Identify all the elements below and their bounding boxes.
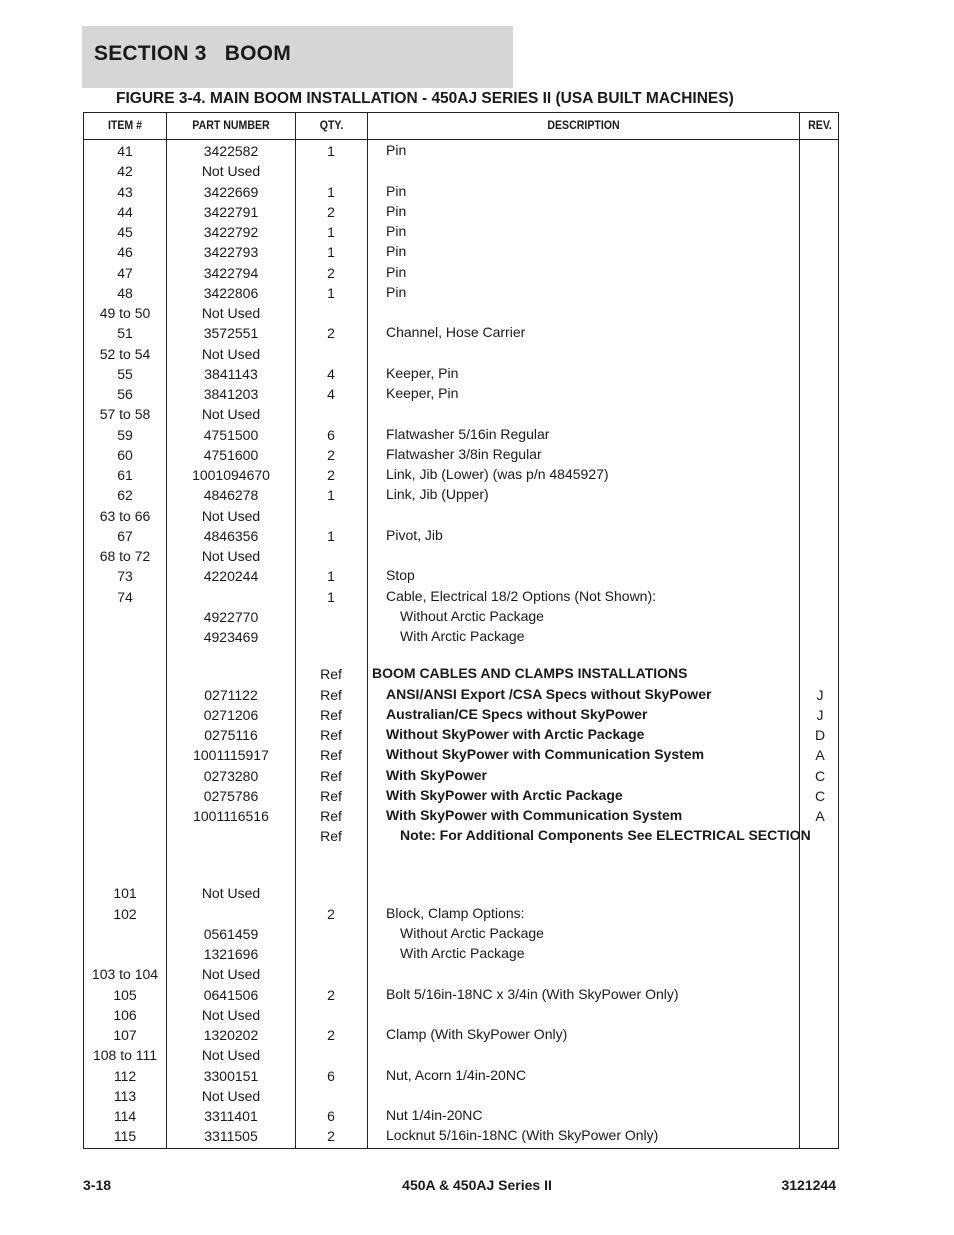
item-cell: 46 — [117, 244, 133, 261]
table-row — [84, 546, 838, 566]
part-number-cell: 3422793 — [203, 244, 259, 261]
qty-cell: 1 — [327, 487, 335, 504]
description-cell: BOOM CABLES AND CLAMPS INSTALLATIONS — [372, 665, 688, 682]
part-number-cell: 4751600 — [203, 446, 259, 463]
description-cell: Keeper, Pin — [386, 364, 459, 381]
table-row — [84, 705, 838, 725]
part-number-cell: 3300151 — [203, 1067, 259, 1084]
item-cell: 73 — [117, 568, 133, 585]
item-cell: 101 — [113, 885, 137, 902]
description-cell: Stop — [386, 567, 415, 584]
table-row — [84, 664, 838, 684]
part-number-cell: 1001094670 — [192, 467, 270, 483]
description-cell: Pin — [386, 263, 407, 280]
description-cell: Link, Jib (Upper) — [386, 486, 489, 503]
part-number-cell: 1321696 — [203, 946, 259, 962]
qty-cell: 1 — [327, 588, 335, 605]
item-cell: 51 — [117, 325, 133, 342]
table-row — [84, 566, 838, 586]
table-row — [84, 607, 838, 627]
qty-cell: 2 — [327, 1128, 335, 1145]
part-number-cell: 0275116 — [204, 727, 258, 743]
qty-cell: 2 — [327, 467, 335, 483]
qty-cell: Ref — [320, 727, 342, 743]
description-cell: Clamp (With SkyPower Only) — [386, 1026, 568, 1042]
part-number-cell: 3841203 — [203, 386, 259, 402]
item-cell: 41 — [117, 143, 133, 159]
footer-model: 450A & 450AJ Series II — [402, 1177, 552, 1193]
table-row — [84, 242, 838, 262]
description-cell: Nut 1/4in-20NC — [386, 1107, 483, 1123]
qty-cell: 2 — [327, 1027, 335, 1043]
description-cell: With SkyPower with Arctic Package — [386, 786, 623, 803]
table-body — [84, 141, 838, 1147]
qty-cell: 1 — [327, 143, 335, 159]
description-cell: Note: For Additional Components See ELECTRICAL SECTION — [400, 827, 811, 844]
item-cell: 48 — [117, 284, 133, 301]
table-row — [84, 1106, 838, 1126]
description-cell: Block, Clamp Options: — [386, 904, 525, 921]
part-number-cell: 4220244 — [203, 568, 259, 585]
table-row — [84, 506, 838, 526]
qty-cell: 2 — [327, 325, 335, 342]
part-number-cell: 1001115917 — [193, 747, 269, 764]
item-cell: 115 — [113, 1128, 137, 1145]
description-cell: Pin — [386, 182, 407, 199]
qty-cell: Ref — [320, 686, 342, 703]
description-cell: Pin — [386, 223, 407, 239]
part-number-cell: Not Used — [201, 507, 261, 524]
qty-cell: 2 — [327, 446, 335, 463]
description-cell: Flatwasher 3/8in Regular — [386, 445, 542, 462]
description-cell: Cable, Electrical 18/2 Options (Not Shown): — [386, 587, 657, 604]
part-number-cell: 3311505 — [204, 1128, 258, 1145]
table-row — [84, 161, 838, 181]
item-cell: 114 — [113, 1108, 137, 1124]
table-row — [84, 445, 838, 465]
part-number-cell: 3311401 — [204, 1108, 258, 1124]
part-number-cell: 0271122 — [204, 686, 258, 703]
table-row — [84, 141, 838, 161]
table-row — [84, 1025, 838, 1045]
item-cell: 44 — [117, 203, 133, 220]
table-row — [84, 725, 838, 745]
table-row — [84, 485, 838, 505]
table-row — [84, 985, 838, 1005]
qty-cell: 4 — [327, 386, 335, 402]
rev-cell: J — [816, 686, 824, 703]
item-cell: 107 — [113, 1027, 137, 1043]
table-row — [84, 826, 838, 866]
item-cell: 62 — [117, 487, 133, 504]
table-row — [84, 1045, 838, 1065]
description-cell: Australian/CE Specs without SkyPower — [386, 705, 648, 722]
item-cell: 106 — [113, 1006, 137, 1023]
description-cell: With SkyPower — [386, 766, 488, 783]
description-cell: Pin — [386, 243, 407, 260]
item-cell: 47 — [117, 264, 133, 281]
item-cell: 56 — [117, 386, 133, 402]
table-row — [84, 745, 838, 765]
table-row — [84, 202, 838, 222]
table-row — [84, 283, 838, 303]
table-row — [84, 465, 838, 485]
table-row — [84, 222, 838, 242]
table-row — [84, 303, 838, 323]
qty-cell: Ref — [320, 808, 342, 824]
part-number-cell: 3422669 — [203, 183, 259, 200]
part-number-cell: 4922770 — [203, 608, 259, 625]
part-number-cell: 3422792 — [203, 224, 259, 240]
rev-cell: C — [814, 787, 826, 804]
part-number-cell: 3572551 — [203, 325, 259, 342]
part-number-cell: 3422794 — [203, 264, 259, 281]
part-number-cell: 1001116516 — [193, 808, 269, 824]
qty-cell: 1 — [327, 527, 335, 544]
item-cell: 108 to 111 — [92, 1047, 158, 1064]
part-number-cell: 0561459 — [203, 925, 259, 942]
qty-cell: 2 — [327, 264, 335, 281]
table-row — [84, 182, 838, 202]
description-cell: Flatwasher 5/16in Regular — [386, 425, 550, 442]
qty-cell: 1 — [327, 568, 335, 585]
description-cell: Channel, Hose Carrier — [386, 324, 526, 341]
qty-cell: 6 — [327, 1067, 335, 1084]
description-cell: Locknut 5/16in-18NC (With SkyPower Only) — [386, 1127, 659, 1144]
table-row — [84, 1066, 838, 1086]
table-row — [84, 587, 838, 607]
part-number-cell: Not Used — [201, 1006, 261, 1023]
part-number-cell: Not Used — [201, 305, 261, 321]
part-number-cell: 3422582 — [203, 143, 259, 159]
table-row — [84, 627, 838, 647]
qty-cell: Ref — [320, 787, 342, 804]
part-number-cell: Not Used — [201, 966, 261, 983]
qty-cell: 2 — [327, 905, 335, 922]
table-spacer — [84, 647, 838, 664]
description-cell: Nut, Acorn 1/4in-20NC — [386, 1066, 527, 1083]
section-banner — [82, 26, 513, 88]
header-divider — [84, 139, 838, 140]
item-cell: 112 — [113, 1067, 137, 1084]
description-cell: Pin — [386, 202, 407, 219]
item-cell: 59 — [117, 426, 133, 443]
table-row — [84, 364, 838, 384]
qty-cell: 2 — [327, 203, 335, 220]
description-cell: Link, Jib (Lower) (was p/n 4845927) — [386, 466, 609, 482]
rev-cell: D — [814, 727, 826, 743]
part-number-cell: 3841143 — [204, 365, 258, 382]
item-cell: 63 to 66 — [99, 507, 151, 524]
footer-page-number: 3-18 — [83, 1177, 112, 1193]
header-rev: REV. — [808, 120, 832, 132]
qty-cell: 4 — [327, 365, 335, 382]
part-number-cell: 4923469 — [203, 629, 259, 645]
table-row — [84, 384, 838, 404]
description-cell: Pivot, Jib — [386, 526, 443, 543]
description-cell: With Arctic Package — [400, 628, 525, 644]
item-cell: 57 to 58 — [99, 406, 151, 423]
item-cell: 74 — [117, 588, 133, 605]
item-cell: 103 to 104 — [91, 966, 159, 983]
table-row — [84, 526, 838, 546]
part-number-cell: Not Used — [201, 1087, 261, 1104]
part-number-cell: 0641506 — [203, 986, 259, 1003]
table-spacer — [84, 866, 838, 883]
table-row — [84, 786, 838, 806]
part-number-cell: 4751500 — [203, 426, 259, 443]
part-number-cell: Not Used — [201, 345, 261, 362]
description-cell: ANSI/ANSI Export /CSA Specs without SkyPower — [386, 685, 712, 702]
table-row — [84, 323, 838, 343]
part-number-cell: 3422791 — [203, 203, 259, 220]
item-cell: 113 — [113, 1087, 137, 1104]
rev-cell: J — [816, 706, 824, 723]
header-description: DESCRIPTION — [547, 120, 620, 132]
part-number-cell: Not Used — [201, 406, 261, 423]
description-cell: Without Arctic Package — [400, 924, 544, 941]
qty-cell: 6 — [327, 1108, 335, 1124]
description-cell: Keeper, Pin — [386, 385, 459, 401]
qty-cell: Ref — [320, 666, 342, 683]
item-cell: 105 — [113, 986, 137, 1003]
qty-cell: Ref — [320, 767, 342, 784]
description-cell: Without SkyPower with Arctic Package — [386, 726, 645, 742]
table-row — [84, 1005, 838, 1025]
header-item: ITEM # — [107, 120, 143, 132]
description-cell: Pin — [386, 283, 407, 300]
item-cell: 42 — [117, 163, 133, 180]
item-cell: 68 to 72 — [99, 548, 151, 564]
qty-cell: Ref — [320, 747, 342, 764]
qty-cell: 1 — [327, 224, 335, 240]
header-qty: QTY. — [319, 120, 344, 132]
rev-cell: A — [815, 747, 825, 764]
item-cell: 61 — [117, 467, 133, 483]
table-row — [84, 766, 838, 786]
qty-cell: 1 — [327, 183, 335, 200]
part-number-cell: 4846356 — [203, 527, 259, 544]
item-cell: 43 — [117, 183, 133, 200]
item-cell: 52 to 54 — [99, 345, 151, 362]
description-cell: Without SkyPower with Communication System — [386, 746, 705, 763]
part-number-cell: 4846278 — [203, 487, 259, 504]
item-cell: 49 to 50 — [99, 305, 151, 321]
part-number-cell: 0275786 — [203, 787, 259, 804]
part-number-cell: 0271206 — [203, 706, 259, 723]
description-cell: With Arctic Package — [400, 945, 525, 961]
header-part-number: PART NUMBER — [192, 120, 270, 132]
item-cell: 55 — [117, 365, 133, 382]
footer-doc-number: 3121244 — [781, 1177, 836, 1193]
qty-cell: Ref — [320, 706, 342, 723]
table-row — [84, 344, 838, 364]
item-cell: 67 — [117, 527, 133, 544]
part-number-cell: 3422806 — [203, 284, 259, 301]
part-number-cell: 0273280 — [203, 767, 259, 784]
description-cell: Pin — [386, 142, 407, 158]
table-row — [84, 964, 838, 984]
part-number-cell: Not Used — [201, 548, 261, 564]
section-title: SECTION 3 BOOM — [94, 42, 291, 65]
table-row — [84, 1126, 838, 1146]
rev-cell: A — [815, 808, 825, 824]
table-row — [84, 924, 838, 944]
parts-table — [83, 112, 839, 1149]
qty-cell: 1 — [327, 284, 335, 301]
item-cell: 45 — [117, 224, 133, 240]
description-cell: Without Arctic Package — [400, 607, 544, 624]
qty-cell: 1 — [327, 244, 335, 261]
table-row — [84, 806, 838, 826]
table-row — [84, 425, 838, 445]
rev-cell: C — [814, 767, 826, 784]
table-row — [84, 944, 838, 964]
description-cell: Bolt 5/16in-18NC x 3/4in (With SkyPower Only) — [386, 985, 679, 1002]
table-row — [84, 904, 838, 924]
table-row — [84, 685, 838, 705]
part-number-cell: 1320202 — [203, 1027, 259, 1043]
table-row — [84, 883, 838, 903]
table-row — [84, 263, 838, 283]
qty-cell: 6 — [327, 426, 335, 443]
table-row — [84, 1086, 838, 1106]
item-cell: 60 — [117, 446, 133, 463]
table-row — [84, 404, 838, 424]
part-number-cell: Not Used — [201, 163, 261, 180]
part-number-cell: Not Used — [201, 885, 261, 902]
item-cell: 102 — [113, 905, 137, 922]
part-number-cell: Not Used — [201, 1047, 261, 1064]
description-cell: With SkyPower with Communication System — [386, 807, 683, 823]
qty-cell: Ref — [320, 828, 342, 845]
figure-title: FIGURE 3-4. MAIN BOOM INSTALLATION - 450AJ SERIES II (USA BUILT MACHINES) — [116, 90, 734, 107]
qty-cell: 2 — [327, 986, 335, 1003]
